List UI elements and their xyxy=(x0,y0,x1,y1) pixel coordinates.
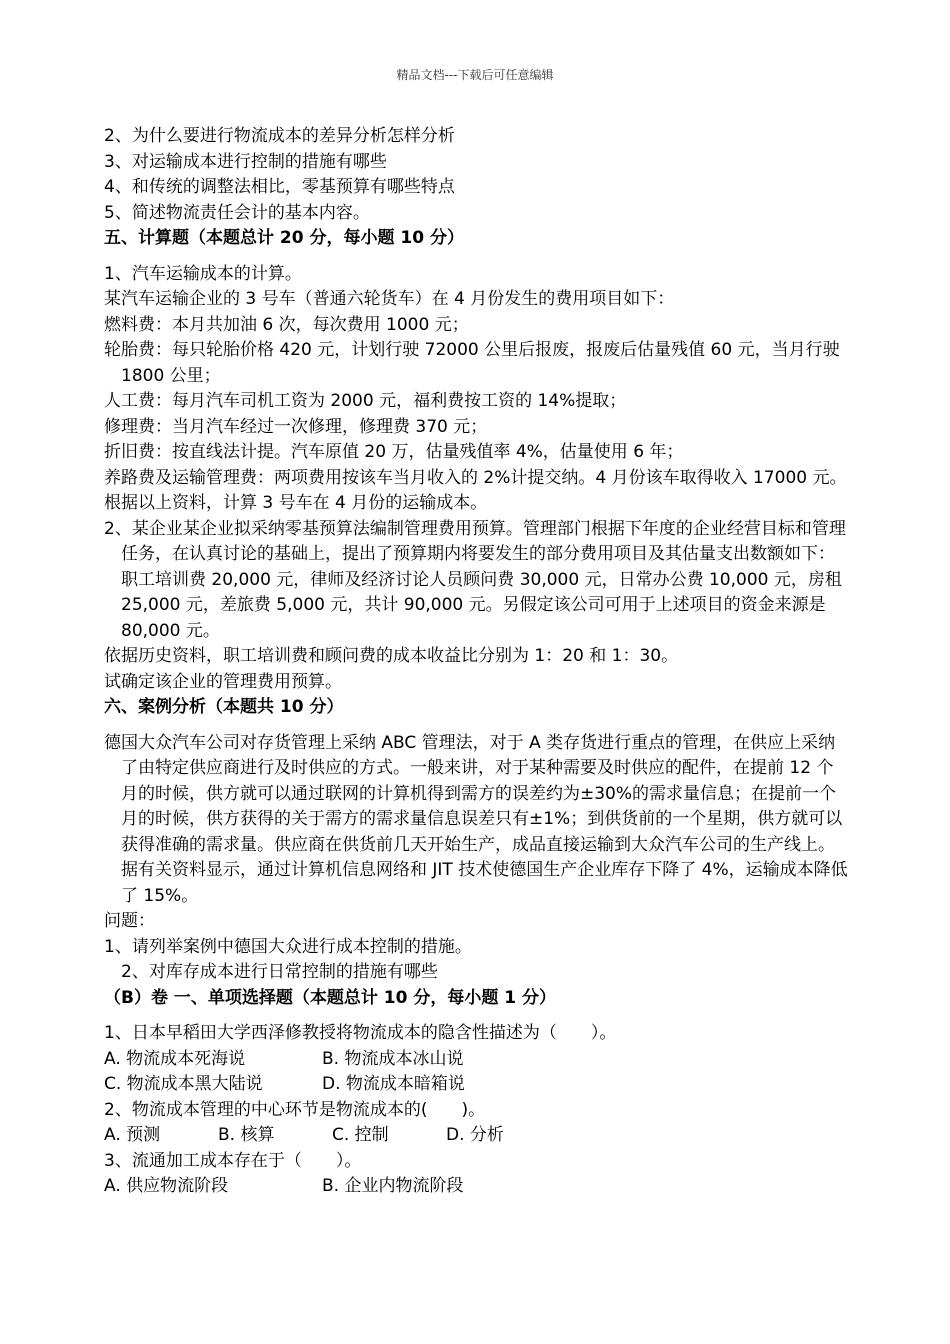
case-text: 德国大众汽车公司对存货管理上采纳 ABC 管理法，对于 A 类存货进行重点的管理，在供应上采纳了由特定供应商进行及时供应的方式。一般来讲，对于某种需要及时供应的配件，在提前 12 个月的时候，供方就可以通过联网的计算机得到需方的误差约为±30%的需求量信息；在提前一个月的时候，供方获得的关于需方的需求量信息误差只有±1%；到供货前的一个星期，供方就可以获得准确的需求量。供应商在供货前几天开始生产，成品直接运输到大众汽车公司的生产线上。据有关资料显示，通过计算机信息网络和 JIT 技术使德国生产企业库存下降了 4%，运输成本降低了 15%。 xyxy=(104,732,848,906)
calc-q1-line: 折旧费：按直线法计提。汽车原值 20 万，估量残值率 4%，估量使用 6 年； xyxy=(104,442,684,462)
choice-options-row xyxy=(104,1174,850,1200)
case-question: 2、对库存成本进行日常控制的措施有哪些 xyxy=(121,962,438,982)
document-body xyxy=(104,124,850,1200)
choice-options-row xyxy=(104,1123,850,1149)
choice-option: D. 物流成本暗箱说 xyxy=(322,1074,465,1094)
calc-q2-line: 依据历史资料，职工培训费和顾问费的成本收益比分别为 1：20 和 1：30。 xyxy=(104,646,679,666)
calc-q1-line: 某汽车运输企业的 3 号车（普通六轮货车）在 4 月份发生的费用项目如下： xyxy=(104,289,675,309)
question-line: 4、和传统的调整法相比，零基预算有哪些特点 xyxy=(104,177,455,197)
section-title-6: 六、案例分析（本题共 10 分） xyxy=(104,697,344,717)
choice-option: B. 核算 xyxy=(218,1125,275,1145)
choice-option: B. 物流成本冰山说 xyxy=(322,1048,464,1069)
section-title-b: （B）卷 一、单项选择题（本题总计 10 分，每小题 1 分） xyxy=(104,987,557,1008)
calc-q1-line: 养路费及运输管理费：两项费用按该车当月收入的 2%计提交纳。4 月份该车取得收入 17000 元。 xyxy=(104,467,847,488)
choice-question: 2、物流成本管理的中心环节是物流成本的( )。 xyxy=(104,1099,486,1120)
choice-option: C. 控制 xyxy=(332,1125,389,1145)
choice-options-row xyxy=(104,1047,850,1073)
calc-q2-line: 试确定该企业的管理费用预算。 xyxy=(104,671,342,692)
calc-q1-line: 轮胎费：每只轮胎价格 420 元，计划行驶 72000 公里后报废，报废后估量残值 60 元，当月行驶 1800 公里； xyxy=(104,340,840,386)
calc-q1-line: 燃料费：本月共加油 6 次，每次费用 1000 元； xyxy=(104,314,469,335)
choice-option: A. 供应物流阶段 xyxy=(104,1176,229,1196)
choice-options-row xyxy=(104,1072,850,1098)
calc-q1-line: 修理费：当月汽车经过一次修理，修理费 370 元； xyxy=(104,416,488,437)
choice-option: A. 物流成本死海说 xyxy=(104,1048,246,1069)
calc-q2-body: 2、某企业某企业拟采纳零基预算法编制管理费用预算。管理部门根据下年度的企业经营目标和管理任务，在认真讨论的基础上，提出了预算期内将要发生的部分费用项目及其估量支出数额如下：职工培训费 20,000 元，律师及经济讨论人员顾问费 30,000 元，日常办公费 10,000 元，房租 25,000 元，差旅费 5,000 元，共计 90,000 元。另假定该公司可用于上述项目的资金来源是 80,000 元。 xyxy=(104,518,846,641)
question-line: 5、简述物流责任会计的基本内容。 xyxy=(104,202,370,223)
question-line: 2、为什么要进行物流成本的差异分析怎样分析 xyxy=(104,126,455,146)
question-line: 3、对运输成本进行控制的措施有哪些 xyxy=(104,151,387,172)
calc-q1-title: 1、汽车运输成本的计算。 xyxy=(104,263,302,284)
choice-question: 3、流通加工成本存在于（ ）。 xyxy=(104,1150,362,1171)
choice-option: C. 物流成本黑大陆说 xyxy=(104,1074,263,1094)
choice-question: 1、日本早稻田大学西泽修教授将物流成本的隐含性描述为（ ）。 xyxy=(104,1023,617,1043)
choice-option: D. 分析 xyxy=(446,1125,504,1145)
calc-q1-line: 人工费：每月汽车司机工资为 2000 元，福利费按工资的 14%提取； xyxy=(104,391,627,411)
choice-option: A. 预测 xyxy=(104,1125,161,1145)
questions-label: 问题： xyxy=(104,911,155,931)
page-header: 精品文档---下载后可任意编辑 xyxy=(396,68,554,82)
case-question: 1、请列举案例中德国大众进行成本控制的措施。 xyxy=(104,936,472,957)
calc-q1-line: 根据以上资料，计算 3 号车在 4 月份的运输成本。 xyxy=(104,493,488,513)
choice-option: B. 企业内物流阶段 xyxy=(322,1176,464,1196)
section-title-5: 五、计算题（本题总计 20 分，每小题 10 分） xyxy=(104,228,464,248)
